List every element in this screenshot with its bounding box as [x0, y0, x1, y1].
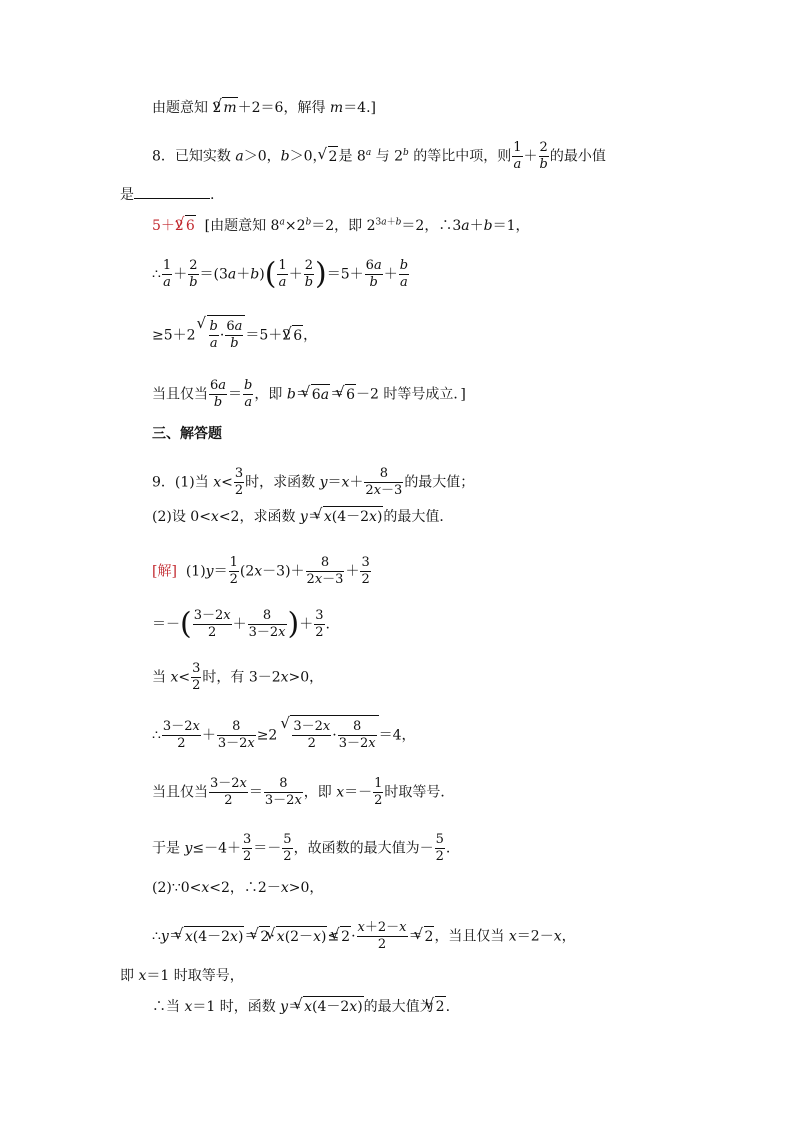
- answer-blank: [134, 184, 210, 199]
- question-8: 8．已知实数 a＞0，b＞0，√ 2是 8$^a$ 与 2$^b$ 的等比中项，则 $\frac{1}{a}$ ＋ $\frac{2}{b}$ 的最小值: [152, 140, 606, 173]
- solution-line-m: 由题意知 2√ m＋2＝6，解得 m＝4.]: [152, 97, 376, 118]
- question-9-part-1: 9．(1)当 x< $\frac{3}{2}$ 时，求函数 y＝x＋ $\frac{8}{2x-3}$ 的最大值；: [152, 466, 475, 498]
- solution-9-step-4: ∴ $\frac{3-2x}{2}$ ＋ $\frac{8}{3-2x}$ ≥2 √ $\frac{3-2x}{2}$ · $\frac{8}{3-2x}$ ＝4，: [152, 715, 416, 752]
- question-9-part-2: (2)设 0<x<2，求函数 y＝√ x(4－2x)的最大值．: [152, 506, 453, 527]
- solution-9-step-5: 当且仅当 $\frac{3-2x}{2}$ ＝ $\frac{8}{3-2x}$ ，即 x＝－ $\frac{1}{2}$ 时取等号．: [152, 776, 455, 808]
- solution-label: [解]: [152, 563, 177, 580]
- solution-9-step-3: 当 x< $\frac{3}{2}$ 时，有 3－2x>0，: [152, 661, 324, 693]
- question-8-blank: 是 .: [120, 184, 214, 205]
- section-heading: 三、解答题: [152, 426, 222, 442]
- solution-9-step-7: (2)∵0<x<2，∴2－x>0，: [152, 880, 324, 896]
- answer-8-step-1: ∴ $\frac{1}{a}$ ＋ $\frac{2}{b}$ ＝(3a＋b)( $\frac{1}{a}$ ＋ $\frac{2}{b}$ )＝5＋ $\frac{6a}{b}$ ＋ $\frac{b}{a}$: [152, 256, 409, 292]
- solution-9-step-10: ∴当 x＝1 时，函数 y＝√ x(4－2x)的最大值为√ 2.: [152, 996, 450, 1017]
- answer-8-step-2: ≥5＋2 √ $\frac{b}{a}$ · $\frac{6a}{b}$ ＝5＋2√ 6，: [152, 315, 317, 352]
- solution-9-step-6: 于是 y≤－4＋ $\frac{3}{2}$ ＝－ $\frac{5}{2}$ ，故函数的最大值为－ $\frac{5}{2}$ .: [152, 832, 451, 864]
- answer-8: 5＋2√ 6 [由题意知 $8^a\times 2^b=2$，即 $2^{3a+b}=2$，∴3a＋b＝1，: [152, 215, 530, 236]
- solution-9-step-8: ∴y＝√ x(4－2x)＝√ 2·√ x(2－x)≤√ 2· $\frac{x+2-x}{2}$ ＝√ 2，当且仅当 x＝2－x，: [152, 920, 576, 953]
- solution-9-step-1: [解] (1)y＝ $\frac{1}{2}$ (2x－3)＋ $\frac{8}{2x-3}$ ＋ $\frac{3}{2}$: [152, 555, 370, 587]
- answer-8-value: 5＋2√ 6: [152, 218, 196, 234]
- solution-9-step-2: ＝－( $\frac{3-2x}{2}$ ＋ $\frac{8}{3-2x}$ )＋ $\frac{3}{2}$ .: [152, 606, 330, 642]
- answer-8-step-3: 当且仅当 $\frac{6a}{b}$ ＝ $\frac{b}{a}$ ，即 b＝√ 6a＝√ 6－2 时等号成立．]: [152, 378, 466, 411]
- solution-9-step-9: 即 x＝1 时取等号，: [120, 968, 244, 984]
